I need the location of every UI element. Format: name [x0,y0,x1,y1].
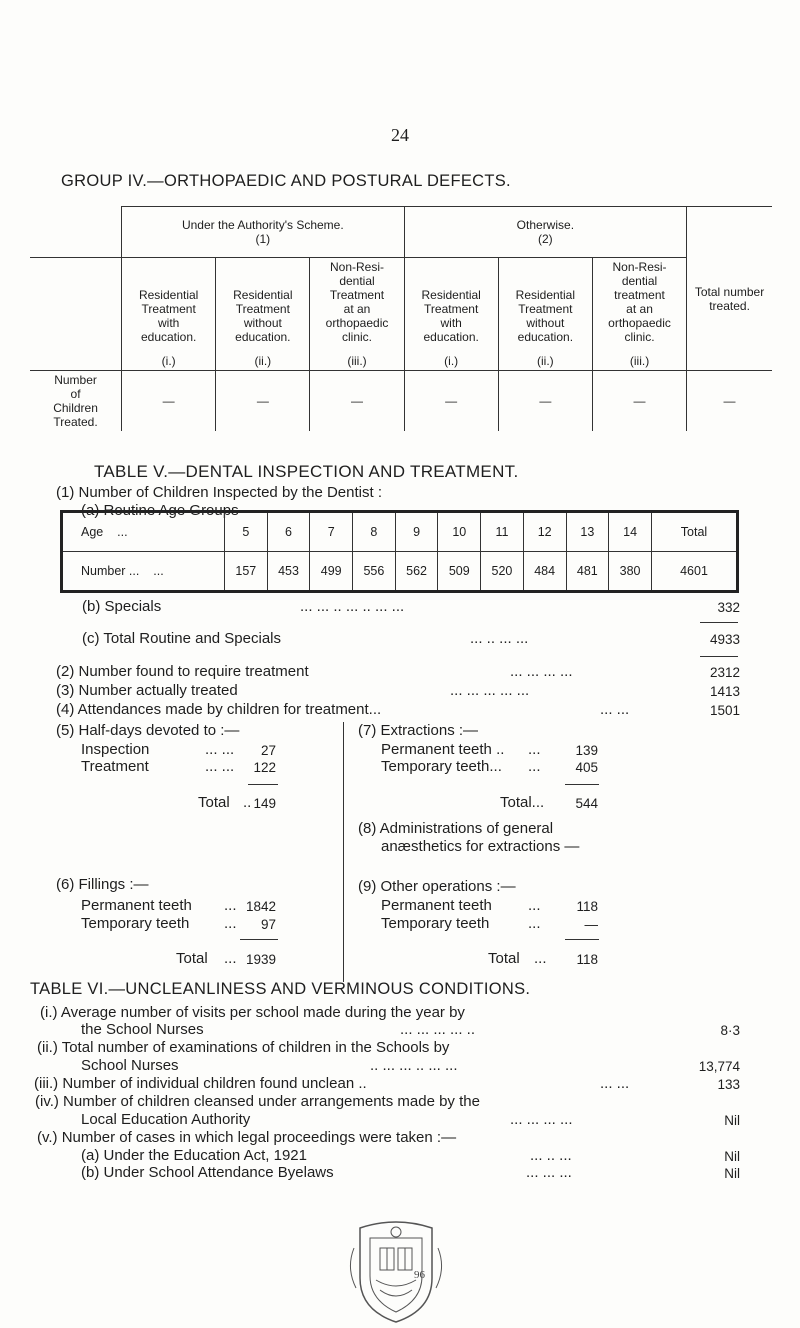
column-header-line: Treatment [329,288,385,302]
group4-value-cell: — [687,371,772,432]
item7-row1-dots: ... [528,741,541,758]
group4-column-header [216,258,310,371]
item8-line1: (8) Administrations of general [358,820,554,837]
item7-row2-dots: ... [528,758,541,775]
age-table [60,510,739,593]
item6-title: (6) Fillings :— [56,876,149,893]
number-cell: 556 [353,552,396,592]
column-header-line: dential [621,274,658,288]
age-label: Age [81,525,104,539]
item5-row2-value: 122 [253,760,276,775]
otherwise-header [404,207,687,258]
row-label-line: of [70,387,81,401]
item8-line2: anæsthetics for extractions — [381,838,580,855]
column-header-line: Residential [421,288,481,302]
t6-i-dots: ... ... ... ... .. [400,1021,476,1038]
item4-value: 1501 [709,703,740,718]
item2-label: (2) Number found to require treatment [56,663,309,680]
number-cell: 380 [609,552,652,592]
authority-header-num: (1) [255,232,271,246]
age-cell: 5 [225,512,268,552]
t6-iv-line1: (iv.) Number of children cleansed under arrangements made by the [35,1093,480,1110]
item5-total-label: Total [198,794,230,811]
t6-i-line1: (i.) Average number of visits per school made during the year by [40,1004,465,1021]
item6-row2-dots: ... [224,915,237,932]
t6-vb-dots: ... ... ... [526,1164,572,1181]
column-roman-numeral: (iii.) [629,354,650,368]
item4-label: (4) Attendances made by children for treatment... [56,701,382,718]
item7-row2-label: Temporary teeth... [381,758,502,775]
age-cell: 6 [267,512,310,552]
age-cell: Total [652,512,738,552]
column-header-line: Treatment [235,302,290,316]
column-header-line: with [157,316,180,330]
total-routine-dots: ... .. ... ... [470,630,529,647]
item5-row2-dots: ... ... [205,758,235,775]
corner-cell [30,207,122,258]
number-cell: 4601 [652,552,738,592]
row-label-line: Treated. [53,415,98,429]
group4-value-cell: — [122,371,216,432]
column-header-line: Residential [515,288,576,302]
age-cell: 12 [523,512,566,552]
total-routine-rule [700,656,738,657]
authority-scheme-header [122,207,405,258]
specials-dots: ... ... .. ... .. ... ... [300,598,405,615]
age-label-dots: ... [117,525,128,539]
item6-total-dots: ... [224,950,237,967]
item6-row2-label: Temporary teeth [81,915,190,932]
item6-row1-value: 1842 [245,899,276,914]
number-cell: 509 [438,552,481,592]
column-header-line: at an [343,302,371,316]
item6-total-value: 1939 [245,952,276,967]
column-header-line: Treatment [518,302,573,316]
item1a-line: (a) Routine Age Groups [81,502,239,519]
column-header-line: clinic. [624,330,655,344]
age-cell: 11 [481,512,524,552]
page-number: 24 [391,125,409,145]
group4-value-cell: — [404,371,498,432]
group4-column-header [404,258,498,371]
age-cell: 7 [310,512,353,552]
item9-total-value: 118 [576,952,598,967]
age-cell: 10 [438,512,481,552]
row-label-spacer [30,258,122,371]
column-roman-numeral: (iii.) [347,354,367,368]
column-roman-numeral: (i.) [161,354,176,368]
number-cell: 481 [566,552,609,592]
coat-of-arms-seal-icon [340,1218,452,1326]
column-header-line: education. [235,330,291,344]
t6-va-dots: ... .. ... [530,1147,572,1164]
total-routine-value: 4933 [709,632,740,647]
item9-row2-value: — [584,917,598,932]
t6-iii-dots: ... ... [600,1075,630,1092]
table6-title: TABLE VI.—UNCLEANLINESS AND VERMINOUS CONDITIONS. [30,980,531,998]
number-cell: 520 [481,552,524,592]
t6-i-value: 8·3 [720,1023,740,1038]
item6-rule [240,939,278,940]
column-roman-numeral: (i.) [444,354,459,368]
column-header-line: Non-Resi- [330,260,385,274]
age-cell: 8 [353,512,396,552]
column-header-line: Treatment [141,302,196,316]
t6-vb-value: Nil [724,1166,740,1181]
group4-value-cell: — [592,371,686,432]
item7-rule [565,784,599,785]
column-header-line: treatment [614,288,665,302]
item9-row1-label: Permanent teeth [381,897,492,914]
group4-column-header [122,258,216,371]
column-header-line: Residential [138,288,199,302]
t6-iv-value: Nil [724,1113,740,1128]
number-cell: 157 [225,552,268,592]
row-label-line: Number [54,373,97,387]
item5-row1-value: 27 [260,743,276,758]
column-header-line: Treatment [424,302,479,316]
item5-row2-label: Treatment [81,758,149,775]
item5-total-dots: .. [243,794,252,811]
item5-total-value: 149 [253,796,276,811]
column-header-line: education. [423,330,479,344]
item5-row1-label: Inspection [81,741,150,758]
item1-line: (1) Number of Children Inspected by the Dentist : [56,484,382,501]
t6-vb-line: (b) Under School Attendance Byelaws [81,1164,334,1181]
t6-iv-dots: ... ... ... ... [510,1111,573,1128]
specials-label: (b) Specials [82,598,162,615]
number-label: Number ... [81,564,140,578]
number-cell: 562 [395,552,438,592]
specials-value: 332 [717,600,740,615]
column-header-line: without [243,316,282,330]
item5-title: (5) Half-days devoted to :— [56,722,240,739]
item6-row1-label: Permanent teeth [81,897,192,914]
item3-label: (3) Number actually treated [56,682,238,699]
t6-iii-value: 133 [717,1077,740,1092]
group4-value-cell: — [216,371,310,432]
item5-rule [248,784,278,785]
column-header-line: without [526,316,565,330]
item7-row1-label: Permanent teeth .. [381,741,505,758]
item4-dots: ... ... [600,701,630,718]
total-treated-header: Total number treated. [687,207,772,371]
item3-dots: ... ... ... ... ... [450,682,530,699]
item2-dots: ... ... ... ... [510,663,573,680]
column-header-line: clinic. [342,330,373,344]
item9-total-dots: ... [534,950,547,967]
group4-value-cell: — [498,371,592,432]
group4-table [30,206,772,431]
age-cell: 13 [566,512,609,552]
item7-title: (7) Extractions :— [358,722,479,739]
column-header-line: orthopaedic [608,316,671,330]
group4-column-header [498,258,592,371]
item2-value: 2312 [709,665,740,680]
group4-title: GROUP IV.—ORTHOPAEDIC AND POSTURAL DEFECTS. [61,172,511,190]
item7-total-label: Total... [500,794,545,811]
otherwise-header-num: (2) [538,232,553,246]
item9-rule [565,939,599,940]
item9-row1-value: 118 [576,899,598,914]
column-header-line: Non-Resi- [612,260,667,274]
t6-iii-line: (iii.) Number of individual children found unclean .. [34,1075,367,1092]
otherwise-header-text: Otherwise. [516,218,575,232]
item6-row2-value: 97 [260,917,276,932]
column-header-line: education. [517,330,574,344]
item9-row2-dots: ... [528,915,541,932]
number-cell: 453 [267,552,310,592]
row-label-line: Children [53,401,98,415]
item6-row1-dots: ... [224,897,237,914]
t6-ii-line2: School Nurses [81,1057,179,1074]
item6-total-label: Total [176,950,208,967]
number-row-label [62,552,225,592]
group4-value-cell: — [310,371,404,432]
authority-header-text: Under the Authority's Scheme. [181,218,344,232]
age-row-label [62,512,225,552]
t6-va-value: Nil [724,1149,740,1164]
t6-ii-value: 13,774 [698,1059,740,1074]
age-cell: 14 [609,512,652,552]
number-treated-label [30,371,122,432]
column-header-line: with [440,316,462,330]
t6-iv-line2: Local Education Authority [81,1111,251,1128]
column-header-line: at an [626,302,653,316]
t6-v-line: (v.) Number of cases in which legal proceedings were taken :— [37,1129,457,1146]
item9-total-label: Total [488,950,520,967]
t6-i-line2: the School Nurses [81,1021,204,1038]
age-cell: 9 [395,512,438,552]
group4-column-header [310,258,404,371]
item9-row1-dots: ... [528,897,541,914]
column-header-line: dential [339,274,375,288]
item3-value: 1413 [709,684,740,699]
column-header-line: orthopaedic [325,316,389,330]
table5-title: TABLE V.—DENTAL INSPECTION AND TREATMENT. [94,462,519,481]
item7-total-value: 544 [575,796,598,811]
t6-ii-dots: .. ... ... .. ... ... [370,1057,458,1074]
item7-row2-value: 405 [575,760,598,775]
column-header-line: education. [140,330,197,344]
number-cell: 499 [310,552,353,592]
number-cell: 484 [523,552,566,592]
t6-ii-line1: (ii.) Total number of examinations of children in the Schools by [37,1039,450,1056]
column-roman-numeral: (ii.) [254,354,272,368]
column-roman-numeral: (ii.) [537,354,554,368]
group4-column-header [592,258,686,371]
column-divider [343,722,344,982]
item9-row2-label: Temporary teeth [381,915,490,932]
specials-rule [700,622,738,623]
svg-text:96: 96 [414,1269,425,1281]
t6-va-line: (a) Under the Education Act, 1921 [81,1147,307,1164]
column-header-line: Residential [233,288,293,302]
number-label-dots: ... [153,564,164,578]
item5-row1-dots: ... ... [205,741,235,758]
item7-row1-value: 139 [575,743,598,758]
item9-title: (9) Other operations :— [358,878,516,895]
total-routine-label: (c) Total Routine and Specials [82,630,281,647]
